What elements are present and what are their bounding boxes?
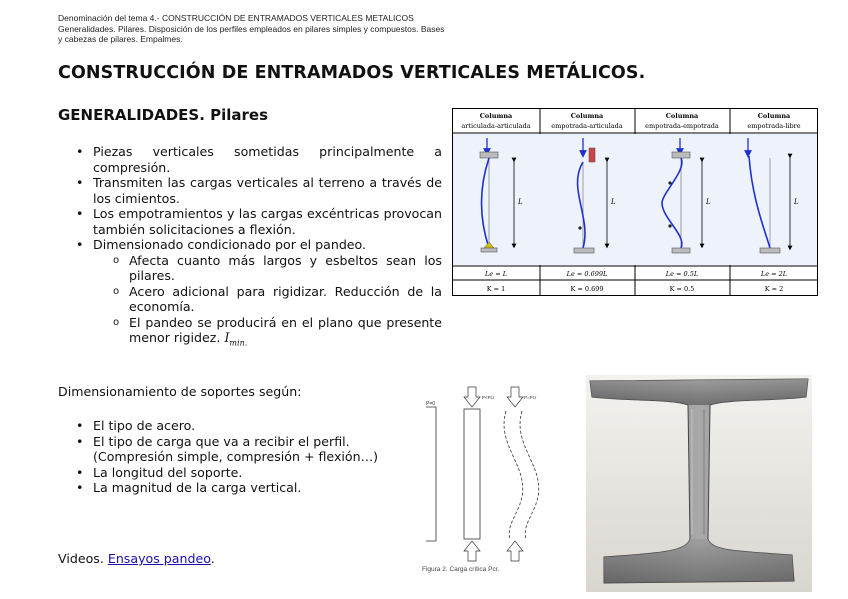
col2-head2: empotrada-articulada: [551, 122, 623, 130]
col1-k: K = 1: [486, 285, 506, 293]
col1-head2: articulada-articulada: [461, 122, 531, 130]
col4-length-label: L: [794, 198, 799, 206]
col1-length-label: L: [518, 198, 523, 206]
label-p2: P=Pcr: [524, 395, 537, 400]
sub-bullet-list: [93, 253, 442, 352]
figure2-caption: Figura 2. Carga crítica Pcr.: [422, 566, 500, 573]
sub-bullet-item: [93, 315, 442, 352]
steel-i-beam-photo: [586, 375, 812, 592]
inertia-subscript: min.: [229, 338, 248, 348]
videos-label: Videos.: [58, 551, 108, 566]
dimension-heading: Dimensionamiento de soportes según:: [58, 384, 302, 399]
column-buckling-table: [452, 108, 818, 296]
col1-head1: Columna: [479, 112, 513, 120]
ensayos-pandeo-link[interactable]: Ensayos pandeo: [107, 551, 211, 566]
label-p0: P=0: [426, 401, 436, 407]
inertia-symbol: [224, 330, 248, 348]
bullet-item-pandeo: [74, 237, 442, 351]
col4-le: Le = 2L: [760, 270, 788, 278]
inertia-base: I: [224, 330, 230, 345]
bullet-item: • Transmiten las cargas verticales al terreno a través de los cimientos.: [74, 175, 442, 206]
videos-line: [58, 551, 215, 566]
videos-period: .: [210, 551, 215, 566]
col4-k: K = 2: [764, 285, 784, 293]
dimension-item: • La magnitud de la carga vertical.: [74, 480, 414, 496]
col4-head1: Columna: [757, 112, 791, 120]
header-line-2: Generalidades. Pilares. Disposición de los perfiles empleados en pilares simples y compuestos. Bases: [58, 23, 445, 34]
col3-length-label: L: [706, 198, 711, 206]
dimension-item: • El tipo de acero.: [74, 418, 414, 434]
sub-bullet-item: o Afecta cuanto más largos y esbeltos sean los pilares.: [93, 253, 442, 284]
col2-le: Le = 0.699L: [566, 270, 608, 278]
header-line-1: Denominación del tema 4.- CONSTRUCCIÓN DE ENTRAMADOS VERTICALES METALICOS: [58, 13, 414, 23]
page-title: CONSTRUCCIÓN DE ENTRAMADOS VERTICALES METÁLICOS.: [58, 63, 646, 83]
col2-k: K = 0.699: [570, 285, 604, 293]
bullet-item: • Los empotramientos y las cargas excéntricas provocan también solicitaciones a flexión.: [74, 206, 442, 237]
dimension-bullet-list: [74, 418, 414, 496]
sub-bullet-item: o Acero adicional para rigidizar. Reducción de la economía.: [93, 284, 442, 315]
col3-head1: Columna: [665, 112, 699, 120]
section-title: GENERALIDADES. Pilares: [58, 106, 269, 124]
dimension-item: • El tipo de carga que va a recibir el perfil. (Compresión simple, compresión + flexión…): [74, 434, 414, 465]
label-p1: P<Pcr: [482, 395, 495, 400]
col3-head2: empotrada-empotrada: [645, 122, 719, 130]
col2-head1: Columna: [570, 112, 604, 120]
header-line-3: y cabezas de pilares. Empalmes.: [58, 34, 183, 44]
document-header: [58, 13, 498, 45]
col2-length-label: L: [611, 198, 616, 206]
dimension-item: • La longitud del soporte.: [74, 465, 414, 481]
col3-le: Le = 0.5L: [665, 270, 699, 278]
main-bullet-list: [74, 144, 442, 351]
col4-head2: empotrada-libre: [747, 122, 801, 130]
col1-le: Le = L: [484, 270, 508, 278]
bullet-text: Dimensionado condicionado por el pandeo.: [93, 237, 367, 252]
critical-load-figure: [418, 385, 568, 575]
sub-bullet-text: El pandeo se producirá en el plano que presente menor rigidez.: [129, 314, 442, 345]
col3-k: K = 0.5: [669, 285, 695, 293]
bullet-item: • Piezas verticales sometidas principalmente a compresión.: [74, 144, 442, 175]
